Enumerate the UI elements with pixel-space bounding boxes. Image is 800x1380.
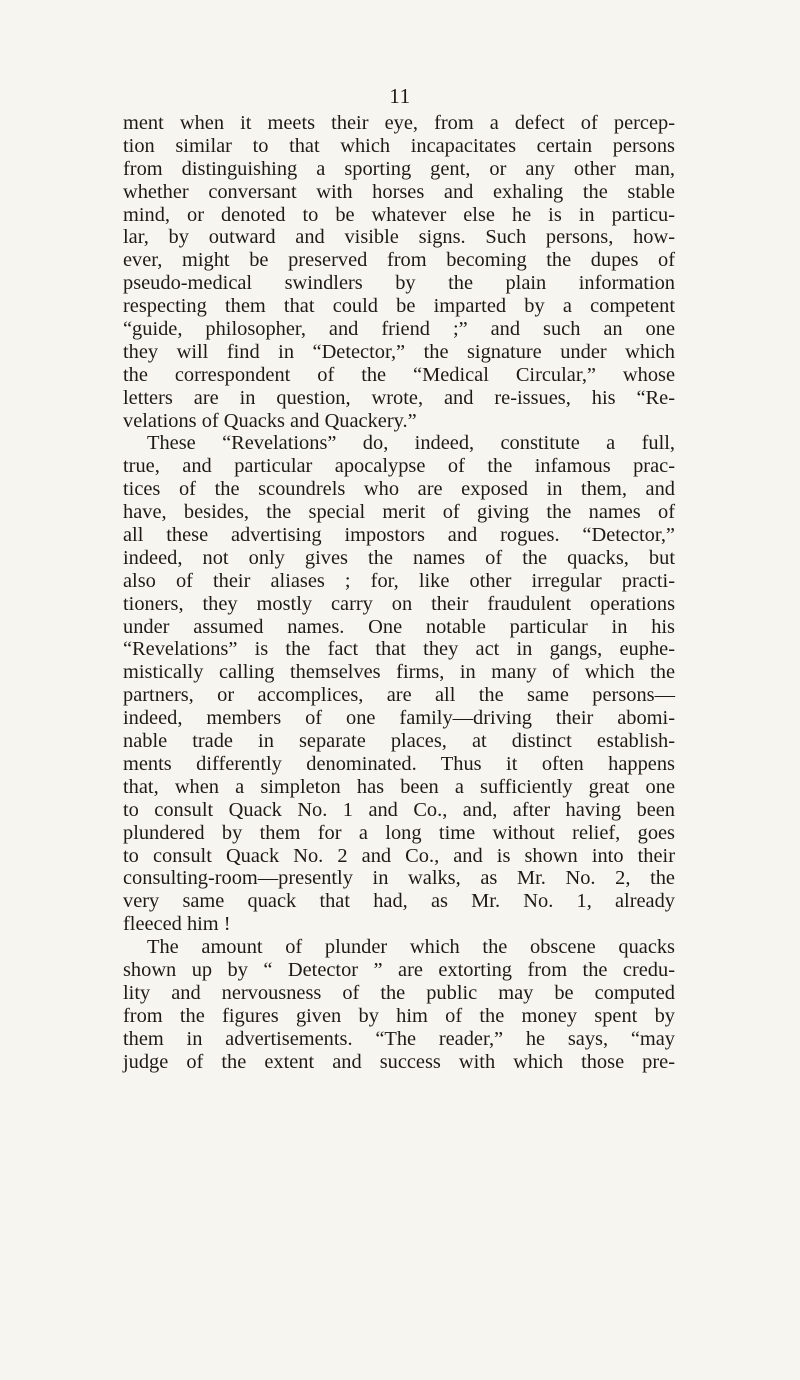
text-line: tices of the scoundrels who are exposed in them, and <box>123 478 675 501</box>
page-number: 11 <box>389 84 411 108</box>
text-line: they will find in “Detector,” the signature under which <box>123 340 675 363</box>
text-line: the correspondent of the “Medical Circular,” whose <box>123 363 675 386</box>
text-line: lity and nervousness of the public may be computed <box>123 981 675 1004</box>
text-line: that, when a simpleton has been a sufficiently great one <box>123 775 675 798</box>
text-line: “Revelations” is the fact that they act in gangs, euphe- <box>123 638 675 661</box>
text-line: under assumed names. One notable particular in his <box>123 615 675 638</box>
text-line: shown up by “ Detector ” are extorting from the credu- <box>123 958 675 981</box>
text-line: whether conversant with horses and exhaling the stable <box>123 180 675 203</box>
text-line: them in advertisements. “The reader,” he says, “may <box>123 1027 675 1050</box>
text-line: tion similar to that which incapacitates certain persons <box>123 134 675 157</box>
text-line: tioners, they mostly carry on their fraudulent operations <box>123 592 675 615</box>
text-line: lar, by outward and visible signs. Such persons, how- <box>123 226 675 249</box>
text-line: respecting them that could be imparted by a competent <box>123 295 675 318</box>
text-line: true, and particular apocalypse of the infamous prac- <box>123 455 675 478</box>
text-line: The amount of plunder which the obscene quacks <box>147 936 675 959</box>
text-line: ment when it meets their eye, from a defect of percep- <box>123 112 675 134</box>
text-line: judge of the extent and success with which those pre- <box>123 1050 675 1073</box>
text-line: to consult Quack No. 1 and Co., and, after having been <box>123 798 675 821</box>
text-line: to consult Quack No. 2 and Co., and is shown into their <box>123 844 675 867</box>
body-text <box>123 112 675 1073</box>
text-line: mistically calling themselves firms, in many of which the <box>123 661 675 684</box>
text-line: very same quack that had, as Mr. No. 1, already <box>123 890 675 913</box>
text-line: ments differently denominated. Thus it often happens <box>123 752 675 775</box>
text-line: letters are in question, wrote, and re-issues, his “Re- <box>123 386 675 409</box>
text-line: ever, might be preserved from becoming the dupes of <box>123 249 675 272</box>
text-line: These “Revelations” do, indeed, constitute a full, <box>147 432 675 455</box>
text-line: from the figures given by him of the money spent by <box>123 1004 675 1027</box>
text-line: plundered by them for a long time without relief, goes <box>123 821 675 844</box>
text-line: all these advertising impostors and rogues. “Detector,” <box>123 524 675 547</box>
text-line: “guide, philosopher, and friend ;” and such an one <box>123 318 675 341</box>
text-line: partners, or accomplices, are all the same persons— <box>123 684 675 707</box>
text-line: velations of Quacks and Quackery.” <box>123 409 417 432</box>
text-line: consulting-room—presently in walks, as Mr. No. 2, the <box>123 867 675 890</box>
text-line: indeed, not only gives the names of the quacks, but <box>123 546 675 569</box>
text-line: pseudo-medical swindlers by the plain information <box>123 272 675 295</box>
text-line: from distinguishing a sporting gent, or any other man, <box>123 157 675 180</box>
text-line: mind, or denoted to be whatever else he is in particu- <box>123 203 675 226</box>
text-line: nable trade in separate places, at distinct establish- <box>123 730 675 753</box>
text-line: also of their aliases ; for, like other irregular practi- <box>123 569 675 592</box>
text-line: fleeced him ! <box>123 913 231 936</box>
text-line: have, besides, the special merit of giving the names of <box>123 501 675 524</box>
text-line: indeed, members of one family—driving their abomi- <box>123 707 675 730</box>
